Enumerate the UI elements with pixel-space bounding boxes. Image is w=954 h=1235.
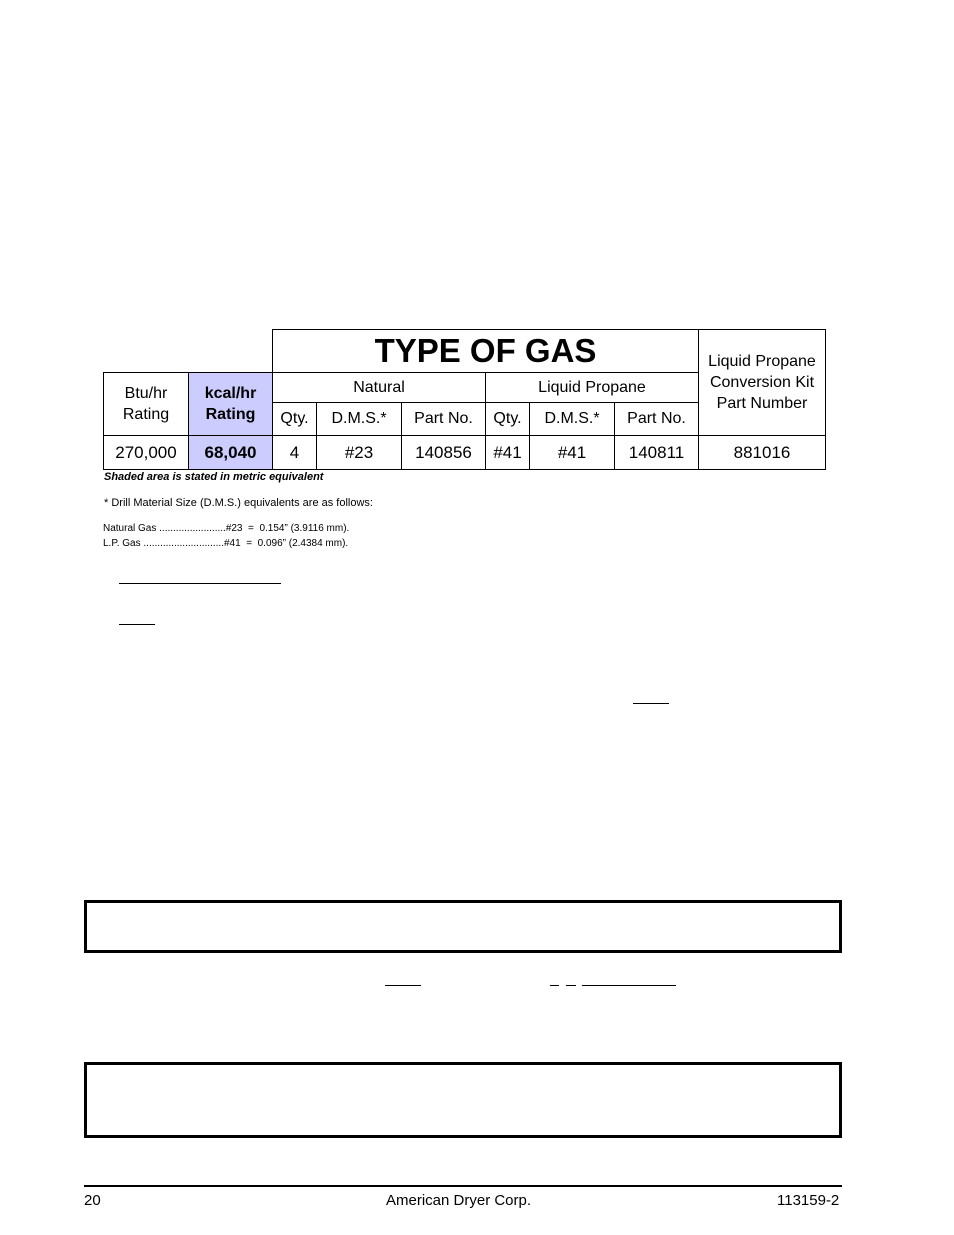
rule-line (550, 985, 559, 986)
lp-qty-value: #41 (486, 436, 530, 470)
natural-gas-equivalent: Natural Gas ........................#23 = 0.154” (3.9116 mm). (103, 523, 350, 534)
lp-gas-equivalent: L.P. Gas .............................#41 = 0.096” (2.4384 mm). (103, 538, 349, 549)
natural-dms-header: D.M.S.* (317, 403, 402, 436)
dms-intro: * Drill Material Size (D.M.S.) equivalents are as follows: (104, 497, 373, 509)
natural-qty-value: 4 (273, 436, 317, 470)
lp-part-value: 140811 (615, 436, 699, 470)
lp-part-header: Part No. (615, 403, 699, 436)
lp-header: Liquid Propane (486, 373, 699, 403)
warning-box (84, 1062, 842, 1138)
rule-line (633, 703, 669, 704)
notice-box (84, 900, 842, 953)
rule-line (582, 985, 676, 986)
rule-line (119, 583, 281, 584)
document-number: 113159-2 (777, 1192, 840, 1209)
kit-part-value: 881016 (699, 436, 826, 470)
conversion-kit-header: Liquid Propane Conversion Kit Part Number (699, 330, 826, 436)
btu-value: 270,000 (104, 436, 189, 470)
natural-qty-header: Qty. (273, 403, 317, 436)
lp-qty-header: Qty. (486, 403, 530, 436)
table-title: TYPE OF GAS (273, 330, 699, 373)
table-row (104, 436, 826, 470)
rule-line (566, 985, 576, 986)
natural-part-value: 140856 (402, 436, 486, 470)
shaded-note: Shaded area is stated in metric equivalent (104, 471, 324, 483)
lp-dms-header: D.M.S.* (530, 403, 615, 436)
kcal-header: kcal/hr Rating (189, 373, 273, 436)
rule-line (385, 985, 421, 986)
natural-header: Natural (273, 373, 486, 403)
gas-type-table (103, 329, 826, 470)
natural-part-header: Part No. (402, 403, 486, 436)
natural-dms-value: #23 (317, 436, 402, 470)
company-name: American Dryer Corp. (386, 1192, 532, 1209)
btu-header: Btu/hr Rating (104, 373, 189, 436)
kcal-value: 68,040 (189, 436, 273, 470)
page-number: 20 (84, 1192, 101, 1209)
rule-line (119, 624, 155, 625)
lp-dms-value: #41 (530, 436, 615, 470)
footer-divider (84, 1185, 842, 1187)
